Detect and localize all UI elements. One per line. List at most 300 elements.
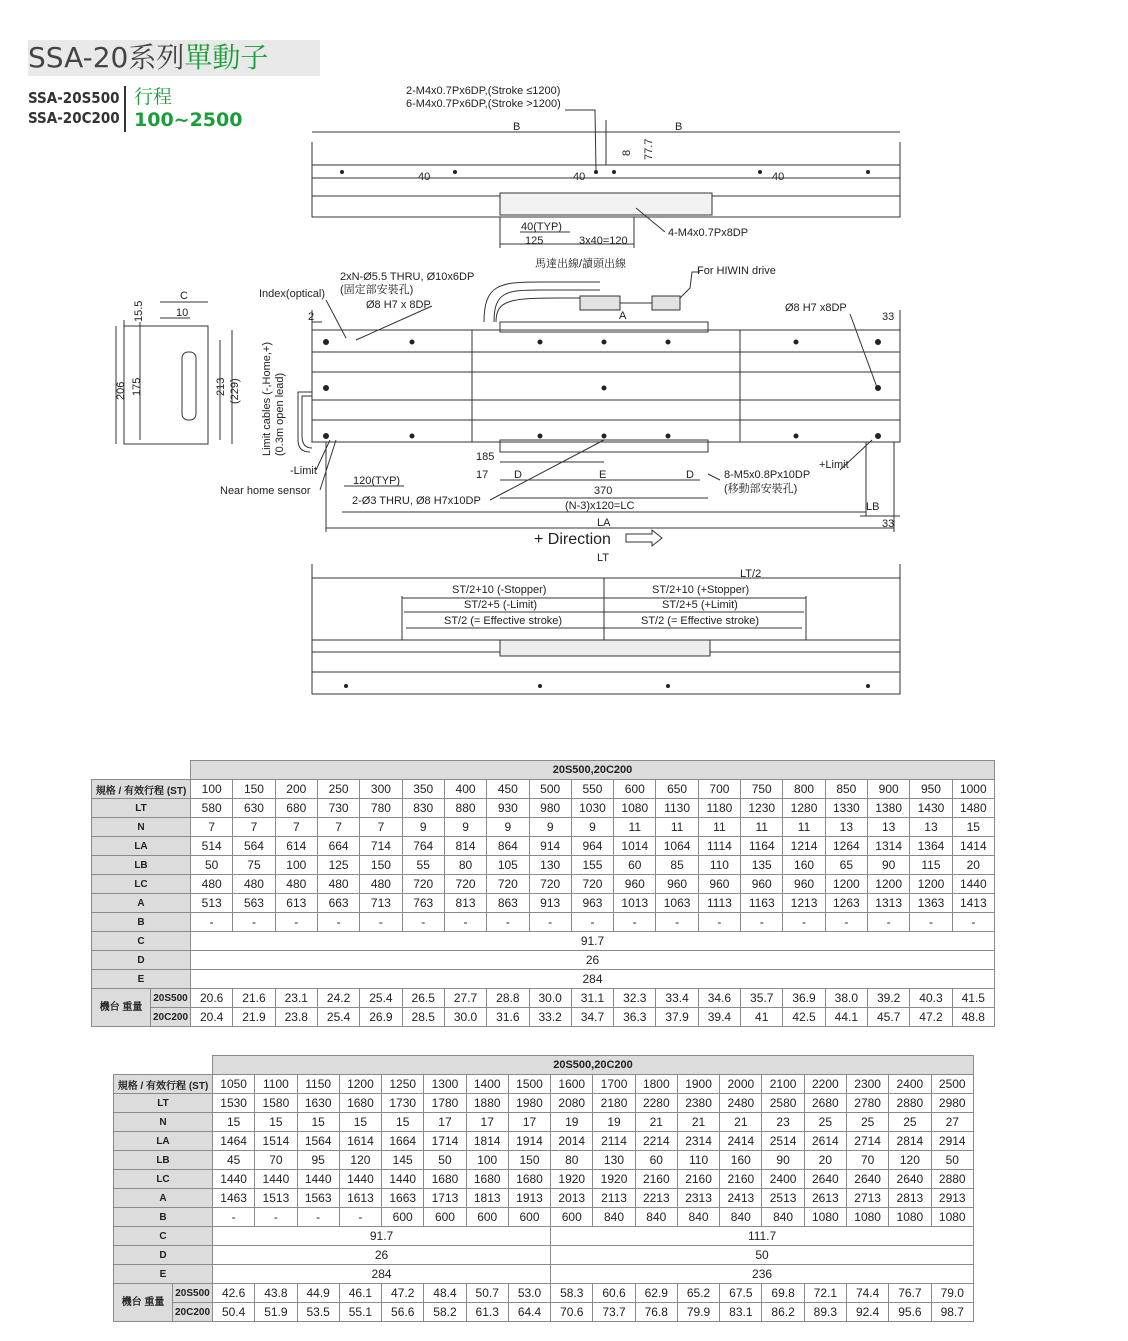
table-cell: 20	[804, 1151, 846, 1170]
stroke-range: 100~2500	[134, 109, 243, 131]
table-cell: 1064	[656, 837, 698, 856]
table-cell: 2200	[804, 1075, 846, 1094]
table-row	[114, 1113, 974, 1132]
table-cell: 110	[698, 856, 740, 875]
table-cell: 83.1	[720, 1303, 762, 1322]
table-cell: 2080	[551, 1094, 593, 1113]
table-cell: 1564	[297, 1132, 339, 1151]
row-header: E	[92, 970, 191, 989]
table-caption: 20S500,20C200	[213, 1056, 974, 1075]
table-cell: 9	[529, 818, 571, 837]
table-cell: 864	[487, 837, 529, 856]
table-row	[92, 799, 995, 818]
table-cell: 514	[191, 837, 233, 856]
table-cell: 11	[698, 818, 740, 837]
table-row	[92, 932, 995, 951]
table-cell: 50.7	[466, 1284, 508, 1303]
table-cell: 25.4	[317, 1008, 359, 1027]
table-cell: 15	[952, 818, 994, 837]
table-cell: 1880	[466, 1094, 508, 1113]
table-cell: 91.7	[213, 1227, 551, 1246]
table-cell: 1080	[804, 1208, 846, 1227]
table-cell: 58.3	[551, 1284, 593, 1303]
table-cell: 720	[444, 875, 486, 894]
table-cell: 45.7	[868, 1008, 910, 1027]
table-cell: 1013	[614, 894, 656, 913]
row-header: LC	[114, 1170, 213, 1189]
table-cell: 1700	[593, 1075, 635, 1094]
page-title: SSA-20系列單動子	[28, 41, 269, 74]
table-cell: 19	[551, 1113, 593, 1132]
table-cell: 1463	[213, 1189, 255, 1208]
table-cell: 764	[402, 837, 444, 856]
table-cell: 60	[635, 1151, 677, 1170]
table-cell: 2514	[762, 1132, 804, 1151]
table-cell: -	[360, 913, 402, 932]
table-cell: 1900	[677, 1075, 719, 1094]
label: 馬達出線/讀頭出線	[535, 258, 627, 270]
table-cell: 7	[360, 818, 402, 837]
table-cell: 1063	[656, 894, 698, 913]
table-cell: 800	[783, 780, 825, 799]
label: 8	[621, 149, 633, 156]
row-header: 20S500	[151, 989, 191, 1008]
table-cell: 15	[339, 1113, 381, 1132]
table-cell: 500	[529, 780, 571, 799]
table-row	[114, 1132, 974, 1151]
table-cell: 21	[635, 1113, 677, 1132]
label: (229)	[229, 378, 241, 404]
table-cell: 80	[551, 1151, 593, 1170]
table-cell: 1920	[593, 1170, 635, 1189]
table-cell: 25	[889, 1113, 931, 1132]
label: 125	[525, 235, 544, 247]
row-header: B	[92, 913, 191, 932]
table-caption: 20S500,20C200	[191, 761, 995, 780]
row-header: 20S500	[173, 1284, 213, 1303]
table-cell: 61.3	[466, 1303, 508, 1322]
table-cell: 90	[868, 856, 910, 875]
table-cell: 930	[487, 799, 529, 818]
table-cell: 1613	[339, 1189, 381, 1208]
table-cell: 39.4	[698, 1008, 740, 1027]
table-cell: 1440	[339, 1170, 381, 1189]
table-cell: 1630	[297, 1094, 339, 1113]
table-cell: 105	[487, 856, 529, 875]
table-cell: 2180	[593, 1094, 635, 1113]
table-cell: 2513	[762, 1189, 804, 1208]
table-cell: 11	[741, 818, 783, 837]
label: B	[513, 121, 521, 133]
table-cell: 1200	[339, 1075, 381, 1094]
table-cell: 115	[910, 856, 952, 875]
table-cell: 36.9	[783, 989, 825, 1008]
label: B	[675, 121, 683, 133]
table-cell: 713	[360, 894, 402, 913]
table-cell: 41	[741, 1008, 783, 1027]
table-cell: 50	[424, 1151, 466, 1170]
table-cell: 120	[889, 1151, 931, 1170]
table-cell: -	[952, 913, 994, 932]
table-cell: 2580	[762, 1094, 804, 1113]
table-cell: 1230	[741, 799, 783, 818]
table-cell: 1440	[213, 1170, 255, 1189]
table-cell: 150	[508, 1151, 550, 1170]
table-row	[92, 780, 995, 799]
table-row	[114, 1284, 974, 1303]
table-cell: 980	[529, 799, 571, 818]
table-cell: -	[614, 913, 656, 932]
table-cell: 1800	[635, 1075, 677, 1094]
table-cell: 15	[297, 1113, 339, 1132]
table-cell: 1200	[868, 875, 910, 894]
row-header: LB	[114, 1151, 213, 1170]
table-cell: 600	[382, 1208, 424, 1227]
table-cell: -	[317, 913, 359, 932]
table-cell: 33.2	[529, 1008, 571, 1027]
table-cell: 38.0	[825, 989, 867, 1008]
table-cell: 563	[233, 894, 275, 913]
table-cell: 1580	[255, 1094, 297, 1113]
table-row	[92, 970, 995, 989]
table-cell: 600	[614, 780, 656, 799]
table-cell: 1130	[656, 799, 698, 818]
table-cell: 1664	[382, 1132, 424, 1151]
table-cell: 960	[783, 875, 825, 894]
table-cell: 600	[551, 1208, 593, 1227]
table-cell: 20	[952, 856, 994, 875]
table-cell: 1530	[213, 1094, 255, 1113]
table-cell: 26	[191, 951, 995, 970]
row-header: LA	[114, 1132, 213, 1151]
table-cell: 2413	[720, 1189, 762, 1208]
table-cell: 600	[424, 1208, 466, 1227]
table-cell: 2880	[931, 1170, 973, 1189]
row-header: 規格 / 有效行程 (ST)	[92, 780, 191, 799]
table-cell: 120	[339, 1151, 381, 1170]
table-cell: 50	[551, 1246, 974, 1265]
table-row	[92, 989, 995, 1008]
row-header: LB	[92, 856, 191, 875]
label: 2xN-Ø5.5 THRU, Ø10x6DP	[340, 271, 475, 283]
table-row	[114, 1170, 974, 1189]
table-cell: 23	[762, 1113, 804, 1132]
table-cell: 20.4	[191, 1008, 233, 1027]
label: LA	[597, 517, 611, 529]
row-header: LA	[92, 837, 191, 856]
table-cell: 42.5	[783, 1008, 825, 1027]
table-cell: 1113	[698, 894, 740, 913]
table-cell: 27	[931, 1113, 973, 1132]
table-cell: 65	[825, 856, 867, 875]
table-cell: -	[825, 913, 867, 932]
table-cell: 1413	[952, 894, 994, 913]
table-cell: 480	[191, 875, 233, 894]
table-cell: 2380	[677, 1094, 719, 1113]
row-header: 20C200	[151, 1008, 191, 1027]
table-cell: 1440	[297, 1170, 339, 1189]
table-cell: 60.6	[593, 1284, 635, 1303]
table-cell: 2640	[846, 1170, 888, 1189]
table-cell: 40.3	[910, 989, 952, 1008]
table-cell: 400	[444, 780, 486, 799]
table-cell: 1330	[825, 799, 867, 818]
label: 370	[594, 485, 613, 497]
table-cell: 1364	[910, 837, 952, 856]
table-cell: -	[910, 913, 952, 932]
table-cell: 7	[191, 818, 233, 837]
table-cell: 160	[720, 1151, 762, 1170]
table-cell: 840	[593, 1208, 635, 1227]
label: D	[686, 469, 694, 481]
table-row	[114, 1265, 974, 1284]
table-cell: 31.6	[487, 1008, 529, 1027]
label: 10	[176, 307, 189, 319]
table-cell: -	[487, 913, 529, 932]
label: 33	[882, 311, 895, 323]
label: E	[599, 469, 607, 481]
table-row	[114, 1246, 974, 1265]
table-cell: 2880	[889, 1094, 931, 1113]
table-cell: 863	[487, 894, 529, 913]
table-cell: 2280	[635, 1094, 677, 1113]
table-row	[114, 1303, 974, 1322]
table-cell: 2400	[762, 1170, 804, 1189]
table-cell: 15	[255, 1113, 297, 1132]
table-cell: 720	[402, 875, 444, 894]
table-cell: 2640	[889, 1170, 931, 1189]
label: For HIWIN drive	[697, 265, 776, 277]
label: 6-M4x0.7Px6DP,(Stroke >1200)	[406, 98, 561, 110]
table-row	[114, 1075, 974, 1094]
label: ST/2 (= Effective stroke)	[444, 615, 563, 627]
table-cell: 9	[444, 818, 486, 837]
table-cell: -	[402, 913, 444, 932]
table-row	[92, 856, 995, 875]
table-cell: 236	[551, 1265, 974, 1284]
table-cell: 130	[529, 856, 571, 875]
label: 213	[215, 377, 227, 396]
table-cell: 9	[571, 818, 613, 837]
table-cell: 31.1	[571, 989, 613, 1008]
table-cell: 50	[931, 1151, 973, 1170]
label: ST/2+10 (-Stopper)	[452, 584, 547, 596]
table-cell: 963	[571, 894, 613, 913]
table-row	[92, 894, 995, 913]
table-cell: 26.9	[360, 1008, 402, 1027]
table-cell: 25	[804, 1113, 846, 1132]
table-cell: -	[297, 1208, 339, 1227]
direction-label: + Direction	[534, 531, 611, 548]
table-cell: 1100	[255, 1075, 297, 1094]
table-cell: 73.7	[593, 1303, 635, 1322]
table-cell: 48.4	[424, 1284, 466, 1303]
table-cell: 1000	[952, 780, 994, 799]
label: 17	[476, 469, 489, 481]
table-cell: 1920	[551, 1170, 593, 1189]
table-cell: -	[339, 1208, 381, 1227]
table-cell: 26.5	[402, 989, 444, 1008]
label: Ø8 H7 x8DP	[785, 302, 847, 314]
label: ST/2+10 (+Stopper)	[652, 584, 750, 596]
table-cell: 2713	[846, 1189, 888, 1208]
table-cell: 513	[191, 894, 233, 913]
table-cell: 46.1	[339, 1284, 381, 1303]
table-cell: 1264	[825, 837, 867, 856]
row-header: LT	[92, 799, 191, 818]
table-cell: 130	[593, 1151, 635, 1170]
table-cell: 2313	[677, 1189, 719, 1208]
table-cell: 450	[487, 780, 529, 799]
table-cell: 26	[213, 1246, 551, 1265]
table-cell: 960	[614, 875, 656, 894]
table-cell: 48.8	[952, 1008, 994, 1027]
table-cell: 79.0	[931, 1284, 973, 1303]
table-cell: -	[213, 1208, 255, 1227]
table-cell: 1163	[741, 894, 783, 913]
label: 175	[131, 377, 143, 396]
table-cell: 17	[424, 1113, 466, 1132]
table-cell: 15	[213, 1113, 255, 1132]
table-cell: 2813	[889, 1189, 931, 1208]
label: (N-3)x120=LC	[565, 500, 635, 512]
table-cell: 600	[508, 1208, 550, 1227]
table-cell: 53.0	[508, 1284, 550, 1303]
table-cell: 1080	[889, 1208, 931, 1227]
table-cell: 23.8	[275, 1008, 317, 1027]
table-cell: 2014	[551, 1132, 593, 1151]
table-cell: -	[191, 913, 233, 932]
table-cell: 960	[741, 875, 783, 894]
table-cell: 1263	[825, 894, 867, 913]
table-cell: 1680	[508, 1170, 550, 1189]
model-name: SSA-20S500	[28, 89, 120, 107]
table-cell: 714	[360, 837, 402, 856]
table-cell: 90	[762, 1151, 804, 1170]
table-cell: -	[444, 913, 486, 932]
table-cell: 21	[720, 1113, 762, 1132]
row-header: D	[92, 951, 191, 970]
table-cell: 64.4	[508, 1303, 550, 1322]
table-cell: -	[656, 913, 698, 932]
table-cell: 2780	[846, 1094, 888, 1113]
table-cell: 1080	[614, 799, 656, 818]
table-cell: -	[698, 913, 740, 932]
table-cell: -	[233, 913, 275, 932]
table-cell: 1980	[508, 1094, 550, 1113]
table-cell: 2013	[551, 1189, 593, 1208]
table-cell: 950	[910, 780, 952, 799]
table-cell: 86.2	[762, 1303, 804, 1322]
table-cell: 47.2	[382, 1284, 424, 1303]
table-cell: 21.9	[233, 1008, 275, 1027]
table-cell: 550	[571, 780, 613, 799]
table-cell: 2160	[635, 1170, 677, 1189]
table-cell: 56.6	[382, 1303, 424, 1322]
table-cell: 630	[233, 799, 275, 818]
table-cell: 70	[255, 1151, 297, 1170]
label: Near home sensor	[220, 485, 311, 497]
table-cell: 2913	[931, 1189, 973, 1208]
row-header: 規格 / 有效行程 (ST)	[114, 1075, 213, 1094]
table-cell: 9	[487, 818, 529, 837]
table-cell: 62.9	[635, 1284, 677, 1303]
table-cell: 2680	[804, 1094, 846, 1113]
row-header: E	[114, 1265, 213, 1284]
label: 40	[573, 171, 586, 183]
table-cell: 300	[360, 780, 402, 799]
table-cell: 2114	[593, 1132, 635, 1151]
table-cell: 580	[191, 799, 233, 818]
label: 40	[418, 171, 431, 183]
row-header: A	[114, 1189, 213, 1208]
table-cell: 23.1	[275, 989, 317, 1008]
table-cell: 1480	[952, 799, 994, 818]
label: 77.7	[643, 138, 655, 160]
table-cell: 7	[317, 818, 359, 837]
label: ST/2+5 (+Limit)	[662, 599, 738, 611]
table-cell: 150	[360, 856, 402, 875]
table-cell: 100	[191, 780, 233, 799]
table-cell: 2160	[720, 1170, 762, 1189]
label: 33	[882, 518, 895, 530]
table-cell: 1514	[255, 1132, 297, 1151]
table-cell: 89.3	[804, 1303, 846, 1322]
table-cell: 1500	[508, 1075, 550, 1094]
table-row	[92, 818, 995, 837]
label: Ø8 H7 x 8DP	[366, 299, 431, 311]
table-cell: 34.6	[698, 989, 740, 1008]
table-cell: 9	[402, 818, 444, 837]
table-cell: 1440	[382, 1170, 424, 1189]
label: LT/2	[740, 568, 762, 580]
row-header: 機台 重量	[92, 989, 151, 1027]
table-cell: 614	[275, 837, 317, 856]
table-cell: 37.9	[656, 1008, 698, 1027]
table-cell: 1600	[551, 1075, 593, 1094]
table-cell: 13	[825, 818, 867, 837]
label: 4-M4x0.7Px8DP	[668, 227, 749, 239]
table-cell: 2100	[762, 1075, 804, 1094]
table-cell: 21.6	[233, 989, 275, 1008]
table-cell: 613	[275, 894, 317, 913]
row-header: 20C200	[173, 1303, 213, 1322]
table-row	[92, 913, 995, 932]
table-cell: 813	[444, 894, 486, 913]
label: (固定部安裝孔)	[340, 284, 414, 296]
table-cell: 17	[508, 1113, 550, 1132]
table-cell: 2640	[804, 1170, 846, 1189]
table-cell: 58.2	[424, 1303, 466, 1322]
stroke-label: 行程	[134, 86, 173, 108]
table-cell: 1614	[339, 1132, 381, 1151]
actuator-top-view	[312, 330, 900, 442]
table-cell: 32.3	[614, 989, 656, 1008]
table-cell: 44.1	[825, 1008, 867, 1027]
table-row	[92, 1008, 995, 1027]
table-cell: 1563	[297, 1189, 339, 1208]
table-cell: 28.5	[402, 1008, 444, 1027]
table-cell: 960	[656, 875, 698, 894]
table-cell: 600	[466, 1208, 508, 1227]
table-cell: 21	[677, 1113, 719, 1132]
table-cell: 1314	[868, 837, 910, 856]
table-cell: 65.2	[677, 1284, 719, 1303]
label: -Limit	[290, 465, 317, 477]
label: ST/2 (= Effective stroke)	[641, 615, 760, 627]
label: LT	[597, 552, 610, 564]
table-cell: 2300	[846, 1075, 888, 1094]
